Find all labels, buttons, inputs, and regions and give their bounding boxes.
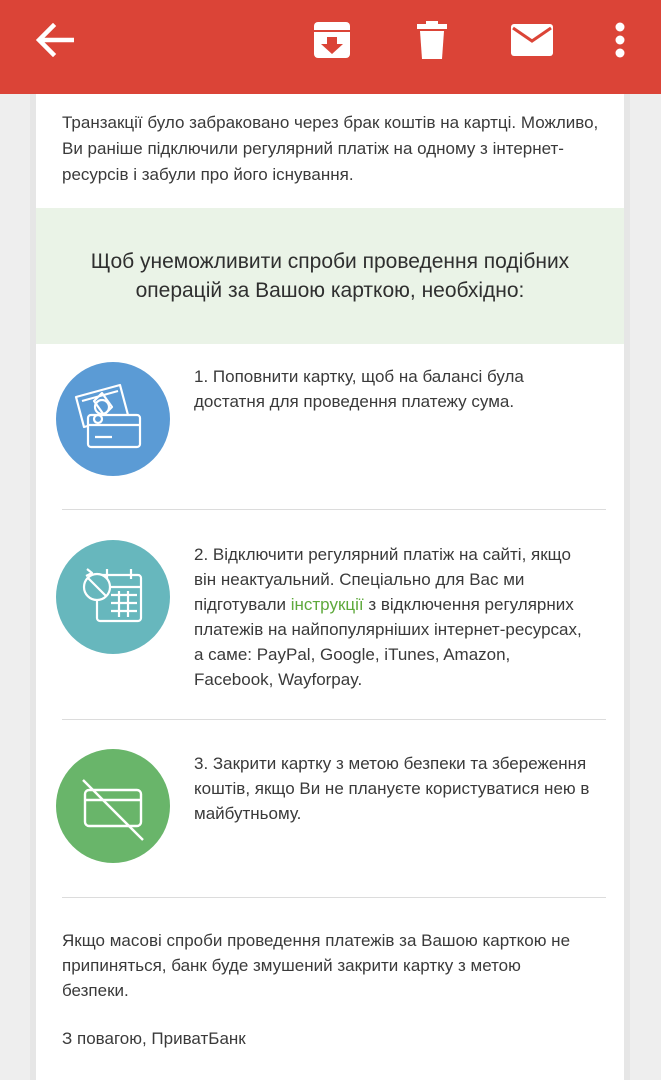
step-item (36, 749, 624, 879)
divider (62, 897, 606, 898)
app-bar (0, 0, 661, 94)
trash-icon (416, 20, 448, 60)
mail-button[interactable] (496, 0, 568, 80)
money-card-icon (56, 362, 170, 476)
step-2-text-before: 2. Відключити регулярний платіж на сайті, якщо він неактуальний. Спеціально для Вас ми підготували (194, 545, 571, 614)
delete-button[interactable] (396, 0, 468, 80)
divider (62, 719, 606, 720)
card-crossed-icon (56, 749, 170, 863)
callout-box (36, 208, 624, 344)
callout-text: Щоб унеможливити спроби проведення подібних операцій за Вашою карткою, необхідно: (90, 250, 570, 302)
calendar-cancel-icon (56, 540, 170, 654)
email-body (30, 94, 630, 1080)
step-3-text: 3. Закрити картку з метою безпеки та збереження коштів, якщо Ви не плануєте користуватися нею в майбутньому. (194, 754, 590, 823)
archive-icon (312, 20, 352, 60)
signature: З повагою, ПриватБанк (62, 1029, 246, 1048)
back-button[interactable] (22, 0, 88, 80)
more-options-button[interactable] (598, 0, 642, 80)
archive-button[interactable] (296, 0, 368, 80)
arrow-back-icon (36, 23, 74, 57)
step-2-text-after: з відключення регулярних платежів на найпопулярніших інтернет-ресурсах, а саме: PayPal, Google, iTunes, Amazon, Facebook, Wayforpay. (194, 595, 582, 689)
step-item (36, 362, 624, 492)
outro-paragraph: Якщо масові спроби проведення платежів за Вашою карткою не припиняться, банк буде змушений закрити картку з метою безпеки. (62, 931, 571, 1000)
step-2-text (194, 542, 594, 692)
divider (62, 509, 606, 510)
mail-icon (510, 23, 554, 57)
step-item (36, 540, 624, 700)
step-1-text: 1. Поповнити картку, щоб на балансі була достатня для проведення платежу сума. (194, 367, 524, 411)
intro-paragraph: Транзакції було забраковано через брак коштів на картці. Можливо, Ви раніше підключили регулярний платіж на одному з інтернет-ресурсів і забули про його існування. (62, 113, 599, 184)
more-vert-icon (614, 21, 626, 59)
instructions-link[interactable]: інструкції (290, 595, 364, 614)
